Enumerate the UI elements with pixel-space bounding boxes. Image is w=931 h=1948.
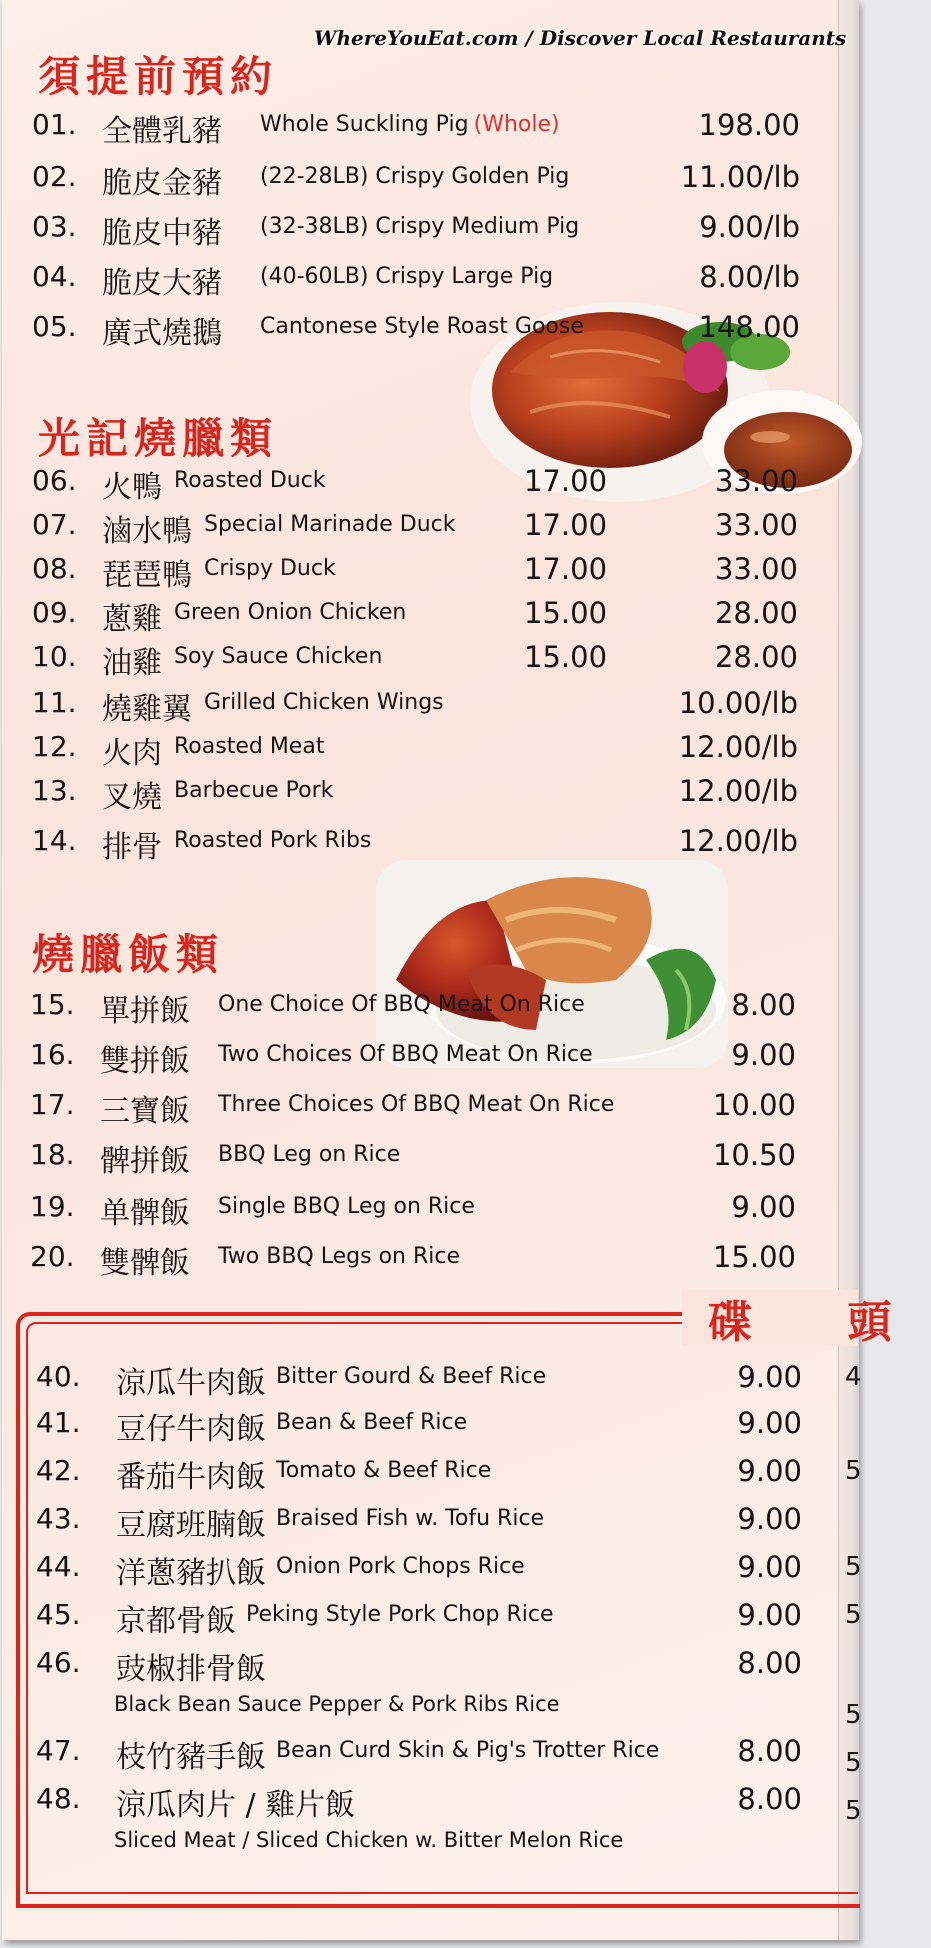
item-name-chinese: 脆皮大豬 — [102, 266, 222, 301]
menu-item-row — [36, 1502, 802, 1542]
item-number: 46. — [36, 1646, 81, 1679]
item-number: 18. — [30, 1138, 75, 1171]
item-price: 8.00 — [737, 1782, 802, 1816]
item-number: 45. — [36, 1598, 81, 1631]
item-price-large: 33.00 — [714, 508, 798, 542]
item-name-english: Braised Fish w. Tofu Rice — [276, 1506, 545, 1531]
item-description — [246, 1602, 554, 1627]
menu-item-row — [36, 1734, 802, 1774]
item-description — [260, 164, 569, 189]
item-name-chinese: 脆皮中豬 — [102, 216, 222, 251]
item-price: 9.00 — [737, 1360, 802, 1394]
item-description — [218, 1042, 593, 1067]
menu-item-row — [36, 1454, 802, 1494]
menu-item-row — [32, 774, 798, 814]
cut-off-digit: 5 — [845, 1748, 862, 1778]
item-price: 9.00/lb — [699, 210, 800, 244]
item-description — [174, 734, 324, 759]
item-name-english: Bitter Gourd & Beef Rice — [276, 1364, 547, 1389]
item-price-large: 28.00 — [714, 640, 798, 674]
item-name-english: Onion Pork Chops Rice — [276, 1554, 525, 1579]
menu-item-row — [32, 730, 798, 770]
item-description — [174, 644, 382, 669]
menu-item-row — [36, 1406, 802, 1446]
item-description — [174, 778, 333, 803]
item-price-large: 28.00 — [714, 596, 798, 630]
item-name-chinese: 枝竹豬手飯 — [116, 1740, 266, 1775]
item-description — [218, 992, 585, 1017]
item-price: 9.00 — [731, 1190, 796, 1224]
menu-item-row — [32, 686, 798, 726]
item-number: 07. — [32, 508, 77, 541]
item-description — [276, 1506, 544, 1531]
item-name-english-second-line: Sliced Meat / Sliced Chicken w. Bitter Melon Rice — [114, 1828, 624, 1852]
item-description — [260, 314, 584, 339]
item-name-english: (32-38LB) Crispy Medium Pig — [260, 214, 580, 239]
item-price: 8.00 — [731, 988, 796, 1022]
item-price-large: 12.00/lb — [678, 730, 798, 764]
item-name-english: Roasted Meat — [174, 734, 325, 759]
item-price: 10.50 — [712, 1138, 796, 1172]
menu-item-row — [36, 1646, 802, 1686]
item-name-english: Tomato & Beef Rice — [276, 1458, 492, 1483]
menu-item-row — [32, 260, 800, 300]
section-title-advance-order: 須提前預約 — [38, 52, 279, 101]
item-price: 148.00 — [698, 310, 800, 344]
item-name-chinese: 番茄牛肉飯 — [116, 1460, 266, 1495]
item-number: 02. — [32, 160, 77, 193]
cut-off-digit: 5 — [845, 1600, 862, 1630]
item-price: 8.00 — [737, 1734, 802, 1768]
cut-off-digit: 5 — [845, 1552, 862, 1582]
item-number: 44. — [36, 1550, 81, 1583]
item-price: 8.00/lb — [699, 260, 800, 294]
item-name-chinese: 滷水鴨 — [102, 514, 192, 549]
item-name-english: Green Onion Chicken — [174, 600, 407, 625]
item-number: 47. — [36, 1734, 81, 1767]
menu-item-row — [36, 1550, 802, 1590]
item-price-small: 17.00 — [524, 464, 608, 498]
item-name-english: Bean Curd Skin & Pig's Trotter Rice — [276, 1738, 660, 1763]
item-name-chinese: 單拼飯 — [100, 994, 190, 1029]
cut-off-digit: 5 — [845, 1796, 862, 1826]
menu-item-row — [32, 596, 798, 636]
item-name-chinese: 火肉 — [102, 736, 162, 771]
cut-off-digit: 5 — [845, 1700, 862, 1730]
item-name-chinese: 髀拼飯 — [100, 1144, 190, 1179]
menu-item-row — [32, 508, 798, 548]
item-description — [260, 264, 553, 289]
item-description — [218, 1092, 614, 1117]
section-title-rice-plates: 碟 頭 — [708, 1297, 931, 1348]
item-description — [276, 1554, 525, 1579]
item-number: 03. — [32, 210, 77, 243]
item-price: 9.00 — [737, 1598, 802, 1632]
menu-item-row — [36, 1598, 802, 1638]
section-title-bbq-rice: 燒臘飯類 — [32, 930, 225, 979]
item-price: 198.00 — [698, 108, 800, 142]
item-price-large: 10.00/lb — [678, 686, 798, 720]
menu-item-row — [32, 108, 800, 148]
item-price: 9.00 — [737, 1454, 802, 1488]
item-price: 10.00 — [712, 1088, 796, 1122]
item-number: 48. — [36, 1782, 81, 1815]
item-description — [276, 1410, 467, 1435]
item-number: 40. — [36, 1360, 81, 1393]
item-name-chinese: 琵琶鴨 — [102, 558, 192, 593]
menu-item-row — [30, 1088, 796, 1128]
item-number: 04. — [32, 260, 77, 293]
item-name-english: Cantonese Style Roast Goose — [260, 314, 584, 339]
item-description — [204, 512, 456, 537]
item-number: 06. — [32, 464, 77, 497]
item-number: 41. — [36, 1406, 81, 1439]
menu-item-row — [32, 824, 798, 864]
item-name-english: (22-28LB) Crispy Golden Pig — [260, 164, 570, 189]
item-price: 9.00 — [731, 1038, 796, 1072]
item-name-english: Grilled Chicken Wings — [204, 690, 444, 715]
item-name-english: Roasted Duck — [174, 468, 326, 493]
menu-item-row — [32, 640, 798, 680]
item-price: 11.00/lb — [680, 160, 800, 194]
bbq-rice-photo — [376, 860, 728, 1068]
item-price: 15.00 — [712, 1240, 796, 1274]
item-note: (Whole) — [473, 112, 560, 137]
menu-item-row — [36, 1782, 802, 1822]
menu-item-row — [30, 1038, 796, 1078]
item-description — [276, 1364, 546, 1389]
item-number: 43. — [36, 1502, 81, 1535]
section-title-bbq: 光記燒臘類 — [38, 414, 279, 463]
item-price-large: 33.00 — [714, 464, 798, 498]
watermark: WhereYouEat.com / Discover Local Restaurants — [314, 26, 847, 50]
menu-item-row — [30, 988, 796, 1028]
item-name-chinese: 火鴨 — [102, 470, 162, 505]
item-number: 16. — [30, 1038, 75, 1071]
item-name-chinese: 雙髀飯 — [100, 1246, 190, 1281]
item-name-chinese: 洋蔥豬扒飯 — [116, 1556, 266, 1591]
item-name-english: Barbecue Pork — [174, 778, 334, 803]
item-name-english: Special Marinade Duck — [204, 512, 456, 537]
item-price: 9.00 — [737, 1406, 802, 1440]
item-price: 8.00 — [737, 1646, 802, 1680]
item-number: 01. — [32, 108, 77, 141]
menu-item-row — [32, 552, 798, 592]
item-description — [174, 828, 371, 853]
item-name-english: One Choice Of BBQ Meat On Rice — [218, 992, 585, 1017]
item-number: 20. — [30, 1240, 75, 1273]
item-description — [174, 468, 326, 493]
item-name-english: Crispy Duck — [204, 556, 336, 581]
menu-item-row — [32, 464, 798, 504]
item-price-large: 12.00/lb — [678, 824, 798, 858]
item-price-large: 33.00 — [714, 552, 798, 586]
item-name-chinese: 豆仔牛肉飯 — [116, 1412, 266, 1447]
item-name-chinese: 廣式燒鵝 — [102, 316, 222, 351]
item-number: 12. — [32, 730, 77, 763]
item-description — [174, 600, 406, 625]
item-number: 42. — [36, 1454, 81, 1487]
item-price-small: 15.00 — [524, 596, 608, 630]
item-name-chinese: 豆腐班腩飯 — [116, 1508, 266, 1543]
item-name-chinese: 单髀飯 — [100, 1196, 190, 1231]
item-number: 05. — [32, 310, 77, 343]
item-name-english: Single BBQ Leg on Rice — [218, 1194, 475, 1219]
item-price-large: 12.00/lb — [678, 774, 798, 808]
item-number: 08. — [32, 552, 77, 585]
menu-item-row — [32, 310, 800, 350]
item-name-chinese: 燒雞翼 — [102, 692, 192, 727]
item-description — [204, 690, 444, 715]
item-name-chinese: 排骨 — [102, 830, 162, 865]
item-name-chinese: 油雞 — [102, 646, 162, 681]
item-name-english: Bean & Beef Rice — [276, 1410, 468, 1435]
item-name-chinese: 脆皮金豬 — [102, 166, 222, 201]
item-description — [260, 112, 560, 137]
item-description — [218, 1142, 400, 1167]
item-name-english: Peking Style Pork Chop Rice — [246, 1602, 554, 1627]
cut-off-digit: 5 — [845, 1456, 862, 1486]
item-description — [218, 1244, 460, 1269]
cut-off-digit: 4 — [845, 1362, 862, 1392]
item-name-english: Three Choices Of BBQ Meat On Rice — [218, 1092, 615, 1117]
item-name-english: Two Choices Of BBQ Meat On Rice — [218, 1042, 593, 1067]
menu-item-row — [30, 1138, 796, 1178]
item-name-chinese: 豉椒排骨飯 — [116, 1652, 266, 1687]
item-description — [260, 214, 579, 239]
item-number: 19. — [30, 1190, 75, 1223]
item-name-english-second-line: Black Bean Sauce Pepper & Pork Ribs Rice — [114, 1692, 560, 1716]
item-number: 10. — [32, 640, 77, 673]
item-price-small: 17.00 — [524, 508, 608, 542]
item-name-english: Two BBQ Legs on Rice — [218, 1244, 460, 1269]
item-number: 09. — [32, 596, 77, 629]
item-name-english: Whole Suckling Pig — [260, 112, 469, 137]
item-number: 11. — [32, 686, 77, 719]
item-name-chinese: 叉燒 — [102, 780, 162, 815]
menu-item-row — [30, 1240, 796, 1280]
item-name-chinese: 雙拼飯 — [100, 1044, 190, 1079]
item-number: 13. — [32, 774, 77, 807]
item-price: 9.00 — [737, 1550, 802, 1584]
menu-item-row — [32, 210, 800, 250]
item-price-small: 17.00 — [524, 552, 608, 586]
item-description — [204, 556, 336, 581]
menu-page — [2, 0, 931, 1940]
item-name-english: (40-60LB) Crispy Large Pig — [260, 264, 554, 289]
item-description — [276, 1458, 491, 1483]
item-number: 14. — [32, 824, 77, 857]
item-description — [276, 1738, 659, 1763]
menu-item-row — [36, 1360, 802, 1400]
item-name-english: BBQ Leg on Rice — [218, 1142, 401, 1167]
item-name-chinese: 涼瓜牛肉飯 — [116, 1366, 266, 1401]
item-name-chinese: 京都骨飯 — [116, 1604, 236, 1639]
item-price: 9.00 — [737, 1502, 802, 1536]
item-description — [218, 1194, 475, 1219]
item-name-chinese: 三寶飯 — [100, 1094, 190, 1129]
item-price-small: 15.00 — [524, 640, 608, 674]
item-name-chinese: 涼瓜肉片 / 雞片飯 — [116, 1788, 356, 1823]
item-name-english: Soy Sauce Chicken — [174, 644, 383, 669]
item-number: 17. — [30, 1088, 75, 1121]
menu-item-row — [32, 160, 800, 200]
item-name-chinese: 全體乳豬 — [102, 114, 222, 149]
item-name-chinese: 蔥雞 — [102, 602, 162, 637]
item-number: 15. — [30, 988, 75, 1021]
item-name-english: Roasted Pork Ribs — [174, 828, 372, 853]
menu-item-row — [30, 1190, 796, 1230]
